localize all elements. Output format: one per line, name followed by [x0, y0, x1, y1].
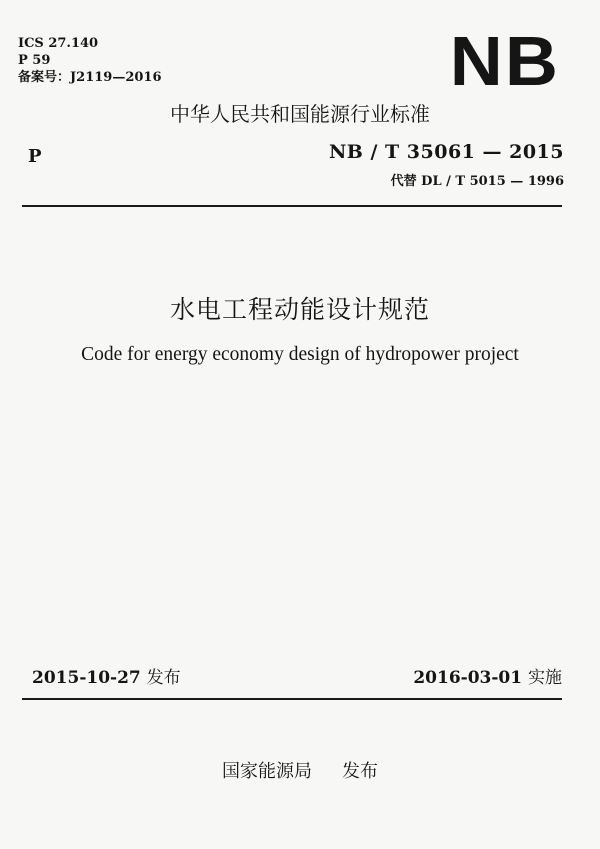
class-letter: P — [28, 146, 42, 167]
standard-number: NB / T 35061 — 2015 — [328, 141, 564, 163]
issuer-action: 发布 — [342, 761, 378, 782]
issue-date-line — [32, 663, 181, 688]
implementation-date-line — [413, 663, 562, 688]
classification-code: P 59 — [18, 53, 51, 68]
issuer-name: 国家能源局 — [222, 761, 312, 782]
issue-date: 2015-10-27 — [32, 668, 141, 688]
ics-code: ICS 27.140 — [18, 36, 99, 51]
issuer-line — [0, 757, 600, 783]
filing-number: 备案号：J2119—2016 — [18, 70, 162, 85]
replaces-standard: 代替 DL / T 5015 — 1996 — [390, 174, 564, 189]
title-chinese: 水电工程动能设计规范 — [169, 295, 430, 324]
issue-label: 发布 — [146, 668, 181, 688]
nb-logo: NB — [449, 22, 560, 100]
implementation-date: 2016-03-01 — [413, 668, 523, 688]
industry-standard-heading: 中华人民共和国能源行业标准 — [170, 102, 430, 126]
bottom-divider — [22, 698, 562, 700]
title-english: Code for energy economy design of hydropower project — [81, 344, 519, 365]
top-divider — [22, 205, 562, 207]
implementation-label: 实施 — [528, 668, 562, 688]
